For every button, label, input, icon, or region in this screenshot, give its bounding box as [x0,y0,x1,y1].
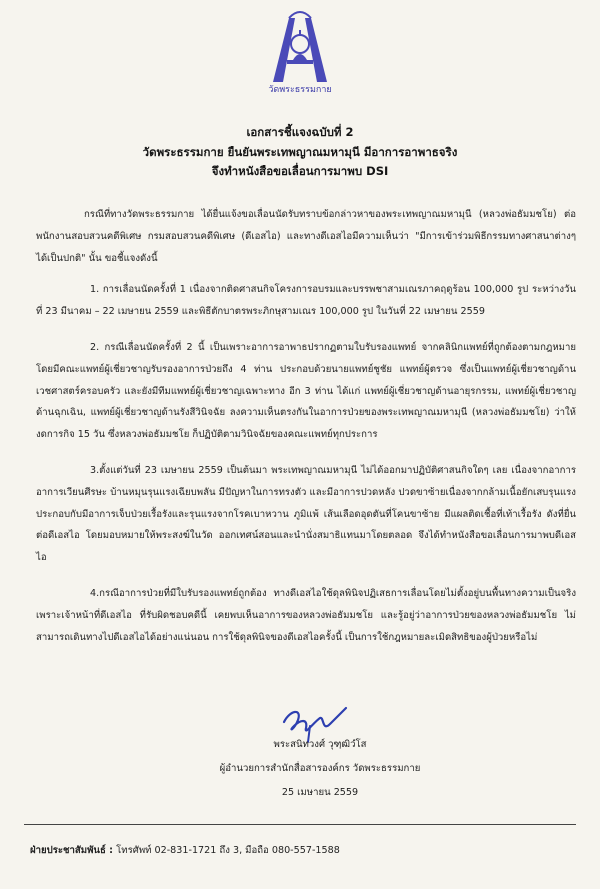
point-4-paragraph: 4.กรณีอาการป่วยที่มีใบรับรองแพทย์ถูกต้อง ทางดีเอสไอใช้ดุลพินิจปฏิเสธการเลื่อนโดยไม่ตั้งอยู่บนพื้นทางความเป็นจริง เพราะเจ้าหน้าที่ดีเอสไอ ที่รับผิดชอบคดีนี้ เคยพบเห็นอาการของหลวงพ่อธัมมชโย และรู้อยู่ว่าอาการป่วยของหลวงพ่อธัมมชโย ไม่สามารถเดินทางไปดีเอสไอได้อย่างแน่นอน การใช้ดุลพินิจของดีเอสไอครั้งนี้ เป็นการใช้กฎหมายละเมิดสิทธิของผู้ป่วยหรือไม่ [36,587,576,643]
contact-footer [30,843,340,858]
point-3-paragraph: 3.ตั้งแต่วันที่ 23 เมษายน 2559 เป็นต้นมา พระเทพญาณมหามุนี ไม่ได้ออกมาปฏิบัติศาสนกิจใดๆ เลย เนื่องจากอาการอาการเวียนศีรษะ บ้านหมุนรุนแรงเฉียบพลัน มีปัญหาในการทรงตัว และมีอาการปวดหลัง ปวดขาซ้ายเนื่องจากกล้ามเนื้อยักเสบรุนแรง ประกอบกับมีอาการเจ็บป่วยเรื้อรังและรุนแรงจากโรคเบาหวาน ภูมิแพ้ เส้นเลือดอุดตันที่โคนขาซ้าย มีแผลติดเชื้อที่เท้าเรื้อรัง ดังที่ยื่นต่อดีเอสไอ โดยมอบหมายให้พระสงฆ์ในวัด ออกเทศน์สอนและนำนั่งสมาธิแทนมาโดยตลอด จึงได้ทำหนังสือขอเลื่อนการมาพบดีเอสไอ [36,464,576,564]
footer-divider [24,824,576,825]
point-2-paragraph: 2. กรณีเลื่อนนัดครั้งที่ 2 นี้ เป็นเพราะอาการอาพาธปรากฏตามใบรับรองแพทย์ จากคลินิกแพทย์ที่ถูกต้องตามกฎหมาย โดยมีคณะแพทย์ผู้เชี่ยวชาญรับรองอาการป่วยถึง 4 ท่าน ประกอบด้วยนายแพทย์ชูชัย แพทย์ผู้ตรวจ ซึ่งเป็นแพทย์ผู้เชี่ยวชาญด้านเวชศาสตร์ครอบครัว และยังมีทีมแพทย์ผู้เชี่ยวชาญเฉพาะทาง อีก 3 ท่าน ได้แก่ แพทย์ผู้เชี่ยวชาญด้านอายุรกรรม, แพทย์ผู้เชี่ยวชาญด้านฉุกเฉิน, แพทย์ผู้เชี่ยวชาญด้านรังสีวินิจฉัย ลงความเห็นตรงกันในอาการป่วยของพระเทพญาณมหามุนี (หลวงพ่อธัมมชโย) ว่าให้งดการกิจ 15 วัน ซึ่งหลวงพ่อธัมมชโย ก็ปฏิบัติตามวินิจฉัยของคณะแพทย์ทุกประการ [36,341,576,441]
signatory-position: ผู้อำนวยการสำนักสื่อสารองค์กร วัดพระธรรมกาย [219,763,421,774]
document-subtitle-2: จึงทำหนังสือขอเลื่อนการมาพบ DSI [211,164,389,178]
intro-paragraph: กรณีที่ทางวัดพระธรรมกาย ได้ยื่นแจ้งขอเลื่อนนัดรับทราบข้อกล่าวหาของพระเทพญาณมหามุนี (หลวงพ่อธัมมชโย) ต่อ พนักงานสอบสวนคดีพิเศษ กรมสอบสวนคดีพิเศษ (ดีเอสไอ) และทางดีเอสไอมีความเห็นว่า "มีการเข้าร่วมพิธีกรรมทางศาสนาต่างๆ ได้เป็นปกติ" นั้น ขอชี้แจงดังนี้ [36,209,576,264]
signatory-name: พระสนิทวงศ์ วุฑฺฒิวํโส [273,739,367,750]
document-subtitle: วัดพระธรรมกาย ยืนยันพระเทพญาณมหามุนี มีอาการอาพาธจริง [142,145,458,159]
organization-name: วัดพระธรรมกาย [268,85,332,95]
document-title: เอกสารชี้แจงฉบับที่ 2 [246,125,354,139]
document-date: 25 เมษายน 2559 [281,787,359,798]
point-1-paragraph: 1. การเลื่อนนัดครั้งที่ 1 เนื่องจากติดศาสนกิจโครงการอบรมและบรรพชาสามเณรภาคฤดูร้อน 100,000 รูป ระหว่างวันที่ 23 มีนาคม – 22 เมษายน 2559 และพิธีตักบาตรพระภิกษุสามเณร 100,000 รูป ในวันที่ 22 เมษายน 2559 [36,284,576,318]
footer-label: ฝ่ายประชาสัมพันธ์ : [30,845,114,856]
document-body [36,204,576,662]
footer-contact: โทรศัพท์ 02-831-1721 ถึง 3, มือถือ 080-557-1588 [116,845,340,856]
temple-logo-icon [265,8,335,84]
